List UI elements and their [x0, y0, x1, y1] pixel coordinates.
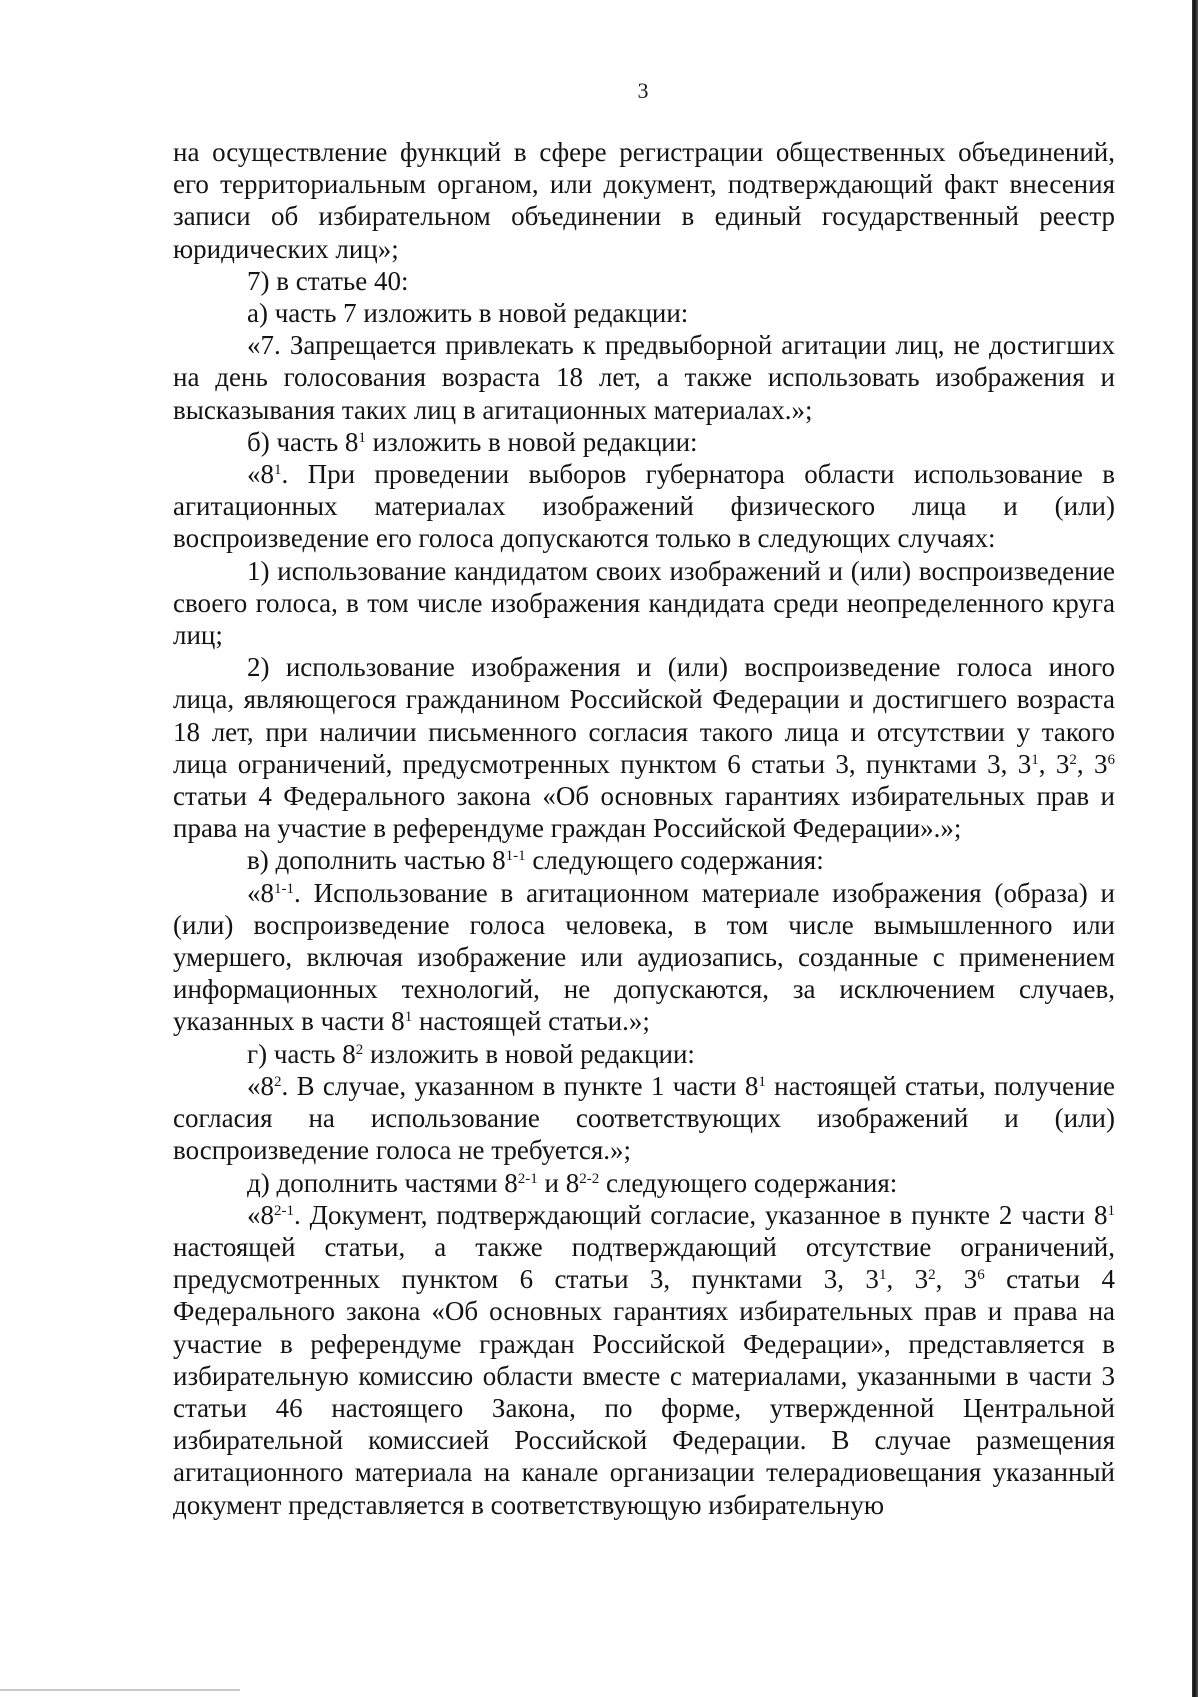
paragraph [173, 844, 1115, 876]
text-run: изложить в новой редакции: [365, 426, 698, 457]
superscript: 2 [355, 1041, 364, 1058]
text-run: «8 [247, 1070, 274, 1101]
paragraph [173, 458, 1115, 555]
paragraph [173, 877, 1115, 1038]
text-run: , 3 [886, 1264, 929, 1295]
superscript: 2 [1069, 751, 1077, 768]
superscript: 1 [404, 1009, 413, 1026]
text-run: г) часть 8 [247, 1038, 356, 1069]
superscript: 2 [274, 1073, 282, 1090]
paragraph [173, 1199, 1115, 1521]
text-run: . Использование в агитационном материале изображения (образа) и (или) воспроизведение голоса человека, в том числе вымышленного или умершего, включая изображение или аудиозапись, созданные с применением информационных технологий, не допускаются, за исключением случаев, указанных в части 8 [173, 877, 1115, 1037]
paragraph [173, 1070, 1115, 1167]
text-run: статьи 4 Федерального закона «Об основных гарантиях избирательных прав и права на участие в референдуме граждан Российской Федерации», представляется в избирательную комиссию области вместе с материалами, указанными в части 3 статьи 46 настоящего Закона, по форме, утвержденной Центральной избирательной комиссией Российской Федерации. В случае размещения агитационного материала на канале организации телерадиовещания указанный документ представляется в соответствующую избирательную [173, 1264, 1116, 1520]
text-run: 1) использование кандидатом своих изображений и (или) воспроизведение своего голоса, в том числе изображения кандидата среди неопределенного круга лиц; [173, 555, 1115, 651]
scan-bottom-mark [0, 1689, 240, 1691]
superscript: 1 [1031, 751, 1039, 768]
superscript: 2 [928, 1267, 936, 1284]
text-run: а) часть 7 изложить в новой редакции: [247, 298, 689, 329]
superscript: 1 [1107, 1202, 1115, 1219]
text-run: следующего содержания: [525, 845, 824, 876]
paragraph [173, 426, 1115, 458]
text-run: статьи 4 Федерального закона «Об основных гарантиях избирательных прав и права на участие в референдуме граждан Российской Федерации».»; [173, 781, 1115, 844]
superscript: 1 [758, 1073, 766, 1090]
paragraph [173, 265, 1115, 297]
superscript: 1 [878, 1267, 887, 1284]
superscript: 1-1 [505, 848, 526, 865]
paragraph [173, 136, 1115, 265]
text-run: настоящей статьи.»; [412, 1006, 650, 1037]
paragraph [173, 1038, 1115, 1070]
text-run: «8 [247, 877, 274, 908]
text-run: . Документ, подтверждающий согласие, указанное в пункте 2 части 8 [294, 1199, 1108, 1230]
superscript: 6 [1107, 751, 1115, 768]
text-run: д) дополнить частями 8 [247, 1167, 518, 1198]
superscript: 2-1 [517, 1170, 538, 1187]
text-run: следующего содержания: [599, 1167, 898, 1198]
paragraph [173, 651, 1115, 844]
text-run: настоящей статьи, а также подтверждающий отсутствие ограничений, предусмотренных пунктом 6 статьи 3, пунктами 3, 3 [173, 1231, 1115, 1295]
text-run: , 3 [1038, 748, 1070, 779]
text-run: «7. Запрещается привлекать к предвыборной агитации лиц, не достигших на день голосования возраста 18 лет, а также использовать изображения и высказывания таких лиц в агитационных материалах.»; [173, 330, 1115, 425]
text-run: «8 [247, 1199, 274, 1230]
text-run: . В случае, указанном в пункте 1 части 8 [281, 1070, 759, 1101]
text-run: 7) в статье 40: [247, 265, 409, 296]
page-number: 3 [637, 78, 649, 103]
text-run: и 8 [537, 1167, 580, 1198]
superscript: 2-1 [274, 1202, 294, 1219]
text-run: . При проведении выборов губернатора области использование в агитационных материалах изображений физического лица и (или) воспроизведение его голоса допускаются только в следующих случаях: [173, 459, 1115, 554]
text-run: 2) использование изображения и (или) воспроизведение голоса иного лица, являющегося гражданином Российской Федерации и достигшего возраста 18 лет, при наличии письменного согласия такого лица и отсутствии у такого лица ограничений, предусмотренных пунктом 6 статьи 3, пунктами 3, 3 [173, 652, 1115, 779]
text-run: б) часть 8 [247, 426, 359, 457]
superscript: 2-2 [579, 1170, 600, 1187]
scan-edge [1192, 0, 1198, 1697]
text-run: «8 [247, 459, 274, 490]
text-run: , 3 [935, 1264, 978, 1295]
superscript: 1-1 [274, 880, 294, 897]
text-run: , 3 [1076, 748, 1108, 779]
text-run: настоящей статьи, получение согласия на использование соответствующих изображений и (или) воспроизведение голоса не требуется.»; [173, 1070, 1115, 1166]
text-run: изложить в новой редакции: [363, 1038, 695, 1069]
superscript: 1 [274, 462, 282, 479]
paragraph [173, 555, 1115, 652]
paragraph [173, 329, 1115, 426]
text-run: на осуществление функций в сфере регистрации общественных объединений, его территориальным органом, или документ, подтверждающий факт внесения записи об избирательном объединении в единый государственный реестр юридических лиц»; [173, 137, 1115, 264]
superscript: 6 [977, 1267, 985, 1284]
paragraph [173, 297, 1115, 329]
superscript: 1 [358, 429, 366, 446]
document-body [173, 136, 1115, 1521]
text-run: в) дополнить частью 8 [247, 845, 506, 876]
paragraph [173, 1167, 1115, 1199]
